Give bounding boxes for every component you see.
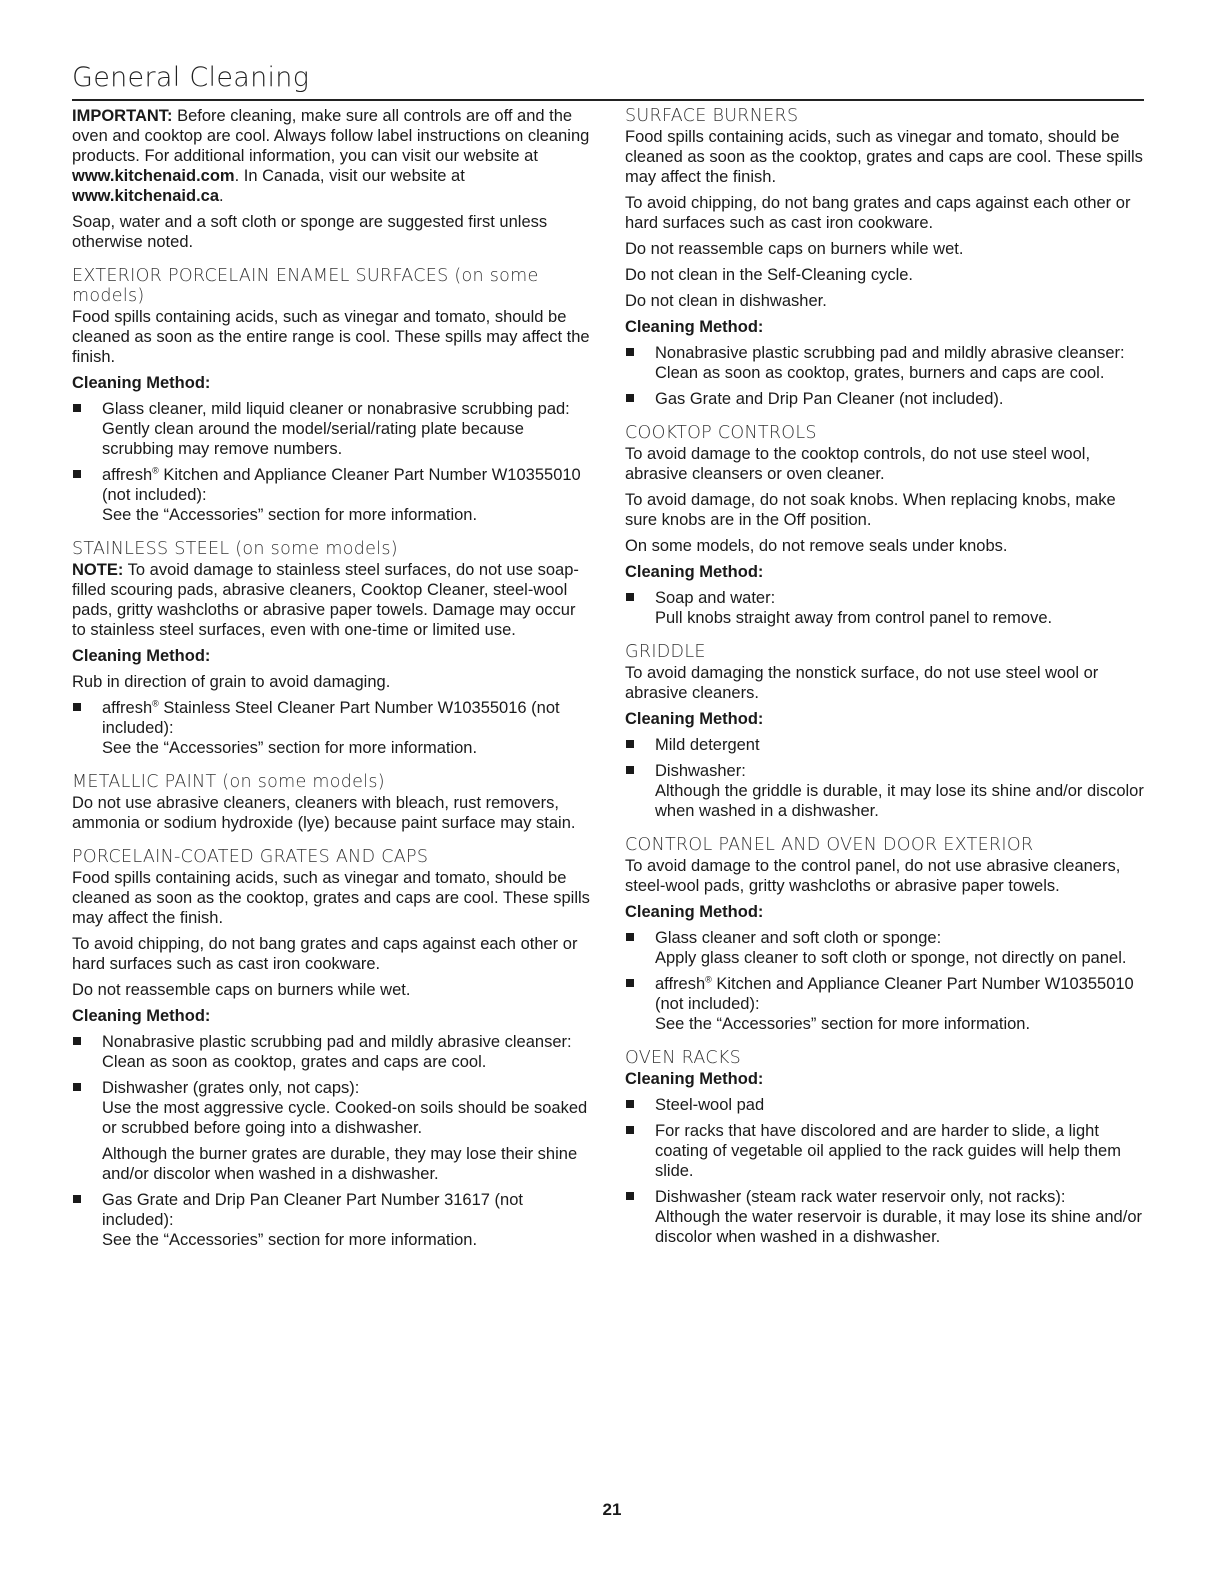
list-item: Glass cleaner and soft cloth or sponge: Apply glass cleaner to soft cloth or sponge, not directly on panel. [625,928,1145,968]
panel-list [625,928,1145,1034]
cleaning-method-label: Cleaning Method: [72,374,211,392]
controls-text-2: To avoid damage, do not soak knobs. When replacing knobs, make sure knobs are in the Off position. [625,491,1116,529]
website-us: www.kitchenaid.com [72,167,235,185]
registered-mark: ® [152,698,159,709]
cleaning-method-label: Cleaning Method: [625,903,764,921]
section-heading-porcelain-grates: PORCELAIN-COATED GRATES AND CAPS [72,847,429,867]
section-heading-griddle: GRIDDLE [625,642,706,662]
list-item: Nonabrasive plastic scrubbing pad and mildly abrasive cleanser: Clean as soon as cooktop, grates and caps are cool. [72,1032,592,1072]
list-item: affresh® Stainless Steel Cleaner Part Number W10355016 (not included): See the “Accessories” section for more information. [72,698,592,758]
list-item: Nonabrasive plastic scrubbing pad and mildly abrasive cleanser: Clean as soon as cooktop, grates, burners and caps are cool. [625,343,1145,383]
cleaning-method-label: Cleaning Method: [625,1070,764,1088]
burners-text-2: To avoid chipping, do not bang grates and caps against each other or hard surfaces such as cast iron cookware. [625,194,1131,232]
burners-text-4: Do not clean in the Self-Cleaning cycle. [625,266,913,284]
list-item: affresh® Kitchen and Appliance Cleaner Part Number W10355010 (not included): See the “Accessories” section for more information. [72,465,592,525]
porcelain-text-1: Food spills containing acids, such as vinegar and tomato, should be cleaned as soon as the cooktop, grates and caps are cool. These spills may affect the finish. [72,869,590,927]
burners-text-1: Food spills containing acids, such as vinegar and tomato, should be cleaned as soon as the cooktop, grates and caps are cool. These spills may affect the finish. [625,128,1143,186]
burners-list [625,343,1145,409]
stainless-rub-text: Rub in direction of grain to avoid damaging. [72,673,391,691]
section-heading-control-panel: CONTROL PANEL AND OVEN DOOR EXTERIOR [625,835,1034,855]
porcelain-text-3: Do not reassemble caps on burners while wet. [72,981,411,999]
section-heading-stainless: STAINLESS STEEL (on some models) [72,539,398,559]
list-item: Glass cleaner, mild liquid cleaner or nonabrasive scrubbing pad: Gently clean around the model/serial/rating plate because scrubbing may remove numbers. [72,399,592,459]
list-item: Steel-wool pad [625,1095,1145,1115]
soap-paragraph: Soap, water and a soft cloth or sponge are suggested first unless otherwise noted. [72,213,548,251]
section-heading-exterior: EXTERIOR PORCELAIN ENAMEL SURFACES (on some models) [72,266,539,306]
section-heading-metallic: METALLIC PAINT (on some models) [72,772,385,792]
griddle-list [625,735,1145,821]
section-heading-surface-burners: SURFACE BURNERS [625,106,799,126]
list-item: Dishwasher (steam rack water reservoir only, not racks): Although the water reservoir is durable, it may lose its shine and/or discolor when washed in a dishwasher. [625,1187,1145,1247]
cleaning-method-label: Cleaning Method: [625,710,764,728]
registered-mark: ® [152,465,159,476]
stainless-note: NOTE: To avoid damage to stainless steel surfaces, do not use soap-filled scouring pads, abrasive cleaners, Cooktop Cleaner, steel-wool pads, gritty washcloths or abrasive paper towels. Damage may occur to stainless steel surfaces, even with one-time or limited use. [72,561,579,639]
metallic-text: Do not use abrasive cleaners, cleaners with bleach, rust removers, ammonia or sodium hydroxide (lye) because paint surface may stain. [72,794,576,832]
stainless-list [72,698,592,758]
list-item: Dishwasher: Although the griddle is durable, it may lose its shine and/or discolor when washed in a dishwasher. [625,761,1145,821]
porcelain-list [72,1032,592,1250]
page-title: General Cleaning [72,62,310,93]
right-column [625,106,1145,1253]
title-rule [72,99,1144,101]
important-paragraph: IMPORTANT: Before cleaning, make sure all controls are off and the oven and cooktop are cool. Always follow label instructions on cleaning products. For additional information, you can visit our website at www.kitchenaid.com. In Canada, visit our website at www.kitchenaid.ca. [72,107,590,205]
controls-text-3: On some models, do not remove seals under knobs. [625,537,1008,555]
burners-text-3: Do not reassemble caps on burners while wet. [625,240,964,258]
burners-text-5: Do not clean in dishwasher. [625,292,827,310]
exterior-text: Food spills containing acids, such as vinegar and tomato, should be cleaned as soon as the entire range is cool. These spills may affect the finish. [72,308,590,366]
racks-list [625,1095,1145,1247]
porcelain-text-2: To avoid chipping, do not bang grates and caps against each other or hard surfaces such as cast iron cookware. [72,935,578,973]
list-item: For racks that have discolored and are harder to slide, a light coating of vegetable oil applied to the rack guides will help them slide. [625,1121,1145,1181]
list-item: affresh® Kitchen and Appliance Cleaner Part Number W10355010 (not included): See the “Accessories” section for more information. [625,974,1145,1034]
cleaning-method-label: Cleaning Method: [72,647,211,665]
controls-text-1: To avoid damage to the cooktop controls, do not use steel wool, abrasive cleansers or oven cleaner. [625,445,1091,483]
controls-list [625,588,1145,628]
section-heading-cooktop-controls: COOKTOP CONTROLS [625,423,817,443]
list-item: Soap and water: Pull knobs straight away from control panel to remove. [625,588,1145,628]
section-heading-oven-racks: OVEN RACKS [625,1048,742,1068]
left-column [72,106,592,1256]
list-item: Dishwasher (grates only, not caps): Use the most aggressive cycle. Cooked-on soils should be soaked or scrubbed before going into a dishwasher. Although the burner grates are durable, they may lose their shine and/or discolor when washed in a dishwasher. [72,1078,592,1184]
cleaning-method-label: Cleaning Method: [72,1007,211,1025]
cleaning-method-label: Cleaning Method: [625,318,764,336]
list-item: Gas Grate and Drip Pan Cleaner Part Number 31617 (not included): See the “Accessories” section for more information. [72,1190,592,1250]
exterior-list [72,399,592,525]
list-item: Mild detergent [625,735,1145,755]
cleaning-method-label: Cleaning Method: [625,563,764,581]
page-number: 21 [602,1500,622,1519]
registered-mark: ® [705,974,712,985]
panel-text: To avoid damage to the control panel, do not use abrasive cleaners, steel-wool pads, gritty washcloths or abrasive paper towels. [625,857,1121,895]
griddle-text: To avoid damaging the nonstick surface, do not use steel wool or abrasive cleaners. [625,664,1099,702]
website-ca: www.kitchenaid.ca [72,187,220,205]
list-item: Gas Grate and Drip Pan Cleaner (not included). [625,389,1145,409]
